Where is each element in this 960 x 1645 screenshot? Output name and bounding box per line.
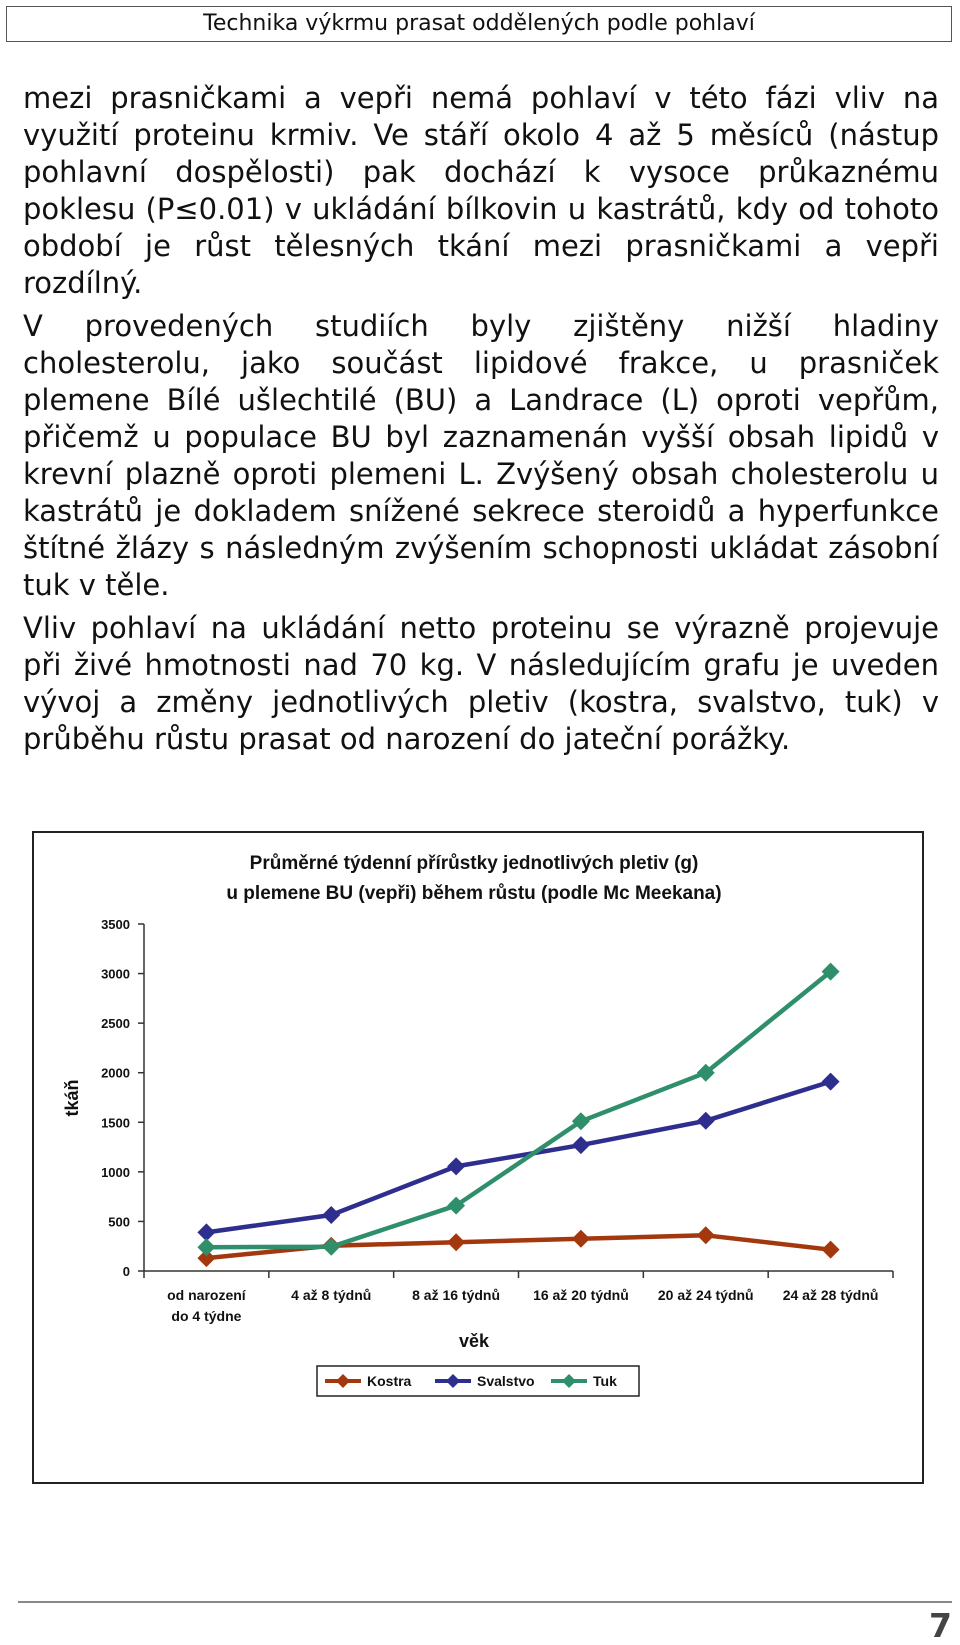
x-tick-label: do 4 týdne [171, 1308, 242, 1324]
data-point-kostra [447, 1233, 465, 1251]
x-tick-label: 24 až 28 týdnů [782, 1287, 879, 1303]
data-point-tuk [322, 1238, 340, 1256]
data-point-svalstvo [447, 1157, 465, 1175]
paragraph: mezi prasničkami a vepři nemá pohlaví v této fázi vliv na využití proteinu krmiv. Ve stáří okolo 4 až 5 měsíců (nástup pohlavní dospělosti) pak dochází k vysoce průkaznému poklesu (P≤0.01) v ukládání bílkovin u kastrátů, kdy od tohoto období je růst tělesných tkání mezi prasničkami a vepři rozdílný. [23, 81, 939, 300]
y-tick-label: 1000 [101, 1164, 130, 1180]
x-tick-label: 16 až 20 týdnů [533, 1287, 629, 1303]
legend-label-svalstvo: Svalstvo [477, 1373, 535, 1389]
x-tick-label: od narození [167, 1287, 246, 1303]
y-tick-label: 2000 [101, 1065, 130, 1081]
footer-divider [18, 1601, 952, 1603]
data-point-kostra [697, 1226, 715, 1244]
data-point-svalstvo [322, 1206, 340, 1224]
chart-svg [34, 833, 922, 1482]
legend-label-kostra: Kostra [367, 1373, 412, 1389]
paragraph: V provedených studiích byly zjištěny nižší hladiny cholesterolu, jako součást lipidové frakce, u prasniček plemene Bílé ušlechtilé (BU) a Landrace (L) oproti vepřům, přičemž u populace BU byl zaznamenán vyšší obsah lipidů v krevní plazně oproti plemeni L. Zvýšený obsah cholesterolu u kastrátů je dokladem snížené sekrece steroidů a hyperfunkce štítné žlázy s následným zvýšením schopnosti ukládat zásobní tuk v těle. [23, 309, 939, 602]
tissue-growth-chart [32, 831, 924, 1484]
running-title: Technika výkrmu prasat oddělených podle pohlaví [203, 11, 755, 36]
data-point-kostra [822, 1241, 840, 1259]
y-tick-label: 3000 [101, 966, 130, 982]
series-line-svalstvo [206, 1082, 830, 1233]
data-point-kostra [572, 1230, 590, 1248]
x-tick-label: 4 až 8 týdnů [291, 1287, 372, 1303]
y-tick-label: 0 [122, 1264, 130, 1279]
paragraph: Vliv pohlaví na ukládání netto proteinu se výrazně projevuje při živé hmotnosti nad 70 kg. V následujícím grafu je uveden vývoj a změny jednotlivých pletiv (kostra, svalstvo, tuk) v průběhu růstu prasat od narození do jateční porážky. [23, 611, 939, 756]
y-tick-label: 2500 [101, 1016, 130, 1032]
chart-title: u plemene BU (vepři) během růstu (podle Mc Meekana) [226, 883, 722, 904]
x-tick-label: 8 až 16 týdnů [412, 1287, 501, 1303]
data-point-svalstvo [822, 1073, 840, 1091]
y-tick-label: 1500 [101, 1115, 130, 1131]
page-header [6, 6, 952, 42]
legend-label-tuk: Tuk [593, 1373, 617, 1389]
chart-title: Průměrné týdenní přírůstky jednotlivých pletiv (g) [249, 853, 699, 874]
page-number: 7 [929, 1606, 952, 1645]
x-tick-label: 20 až 24 týdnů [657, 1287, 754, 1303]
y-axis-label: tkáň [62, 1079, 82, 1117]
data-point-svalstvo [697, 1112, 715, 1130]
data-point-tuk [197, 1238, 215, 1256]
body-text [23, 80, 939, 764]
y-tick-label: 3500 [101, 917, 130, 932]
y-tick-label: 500 [108, 1214, 130, 1230]
data-point-svalstvo [572, 1136, 590, 1154]
x-axis-label: věk [458, 1331, 490, 1351]
